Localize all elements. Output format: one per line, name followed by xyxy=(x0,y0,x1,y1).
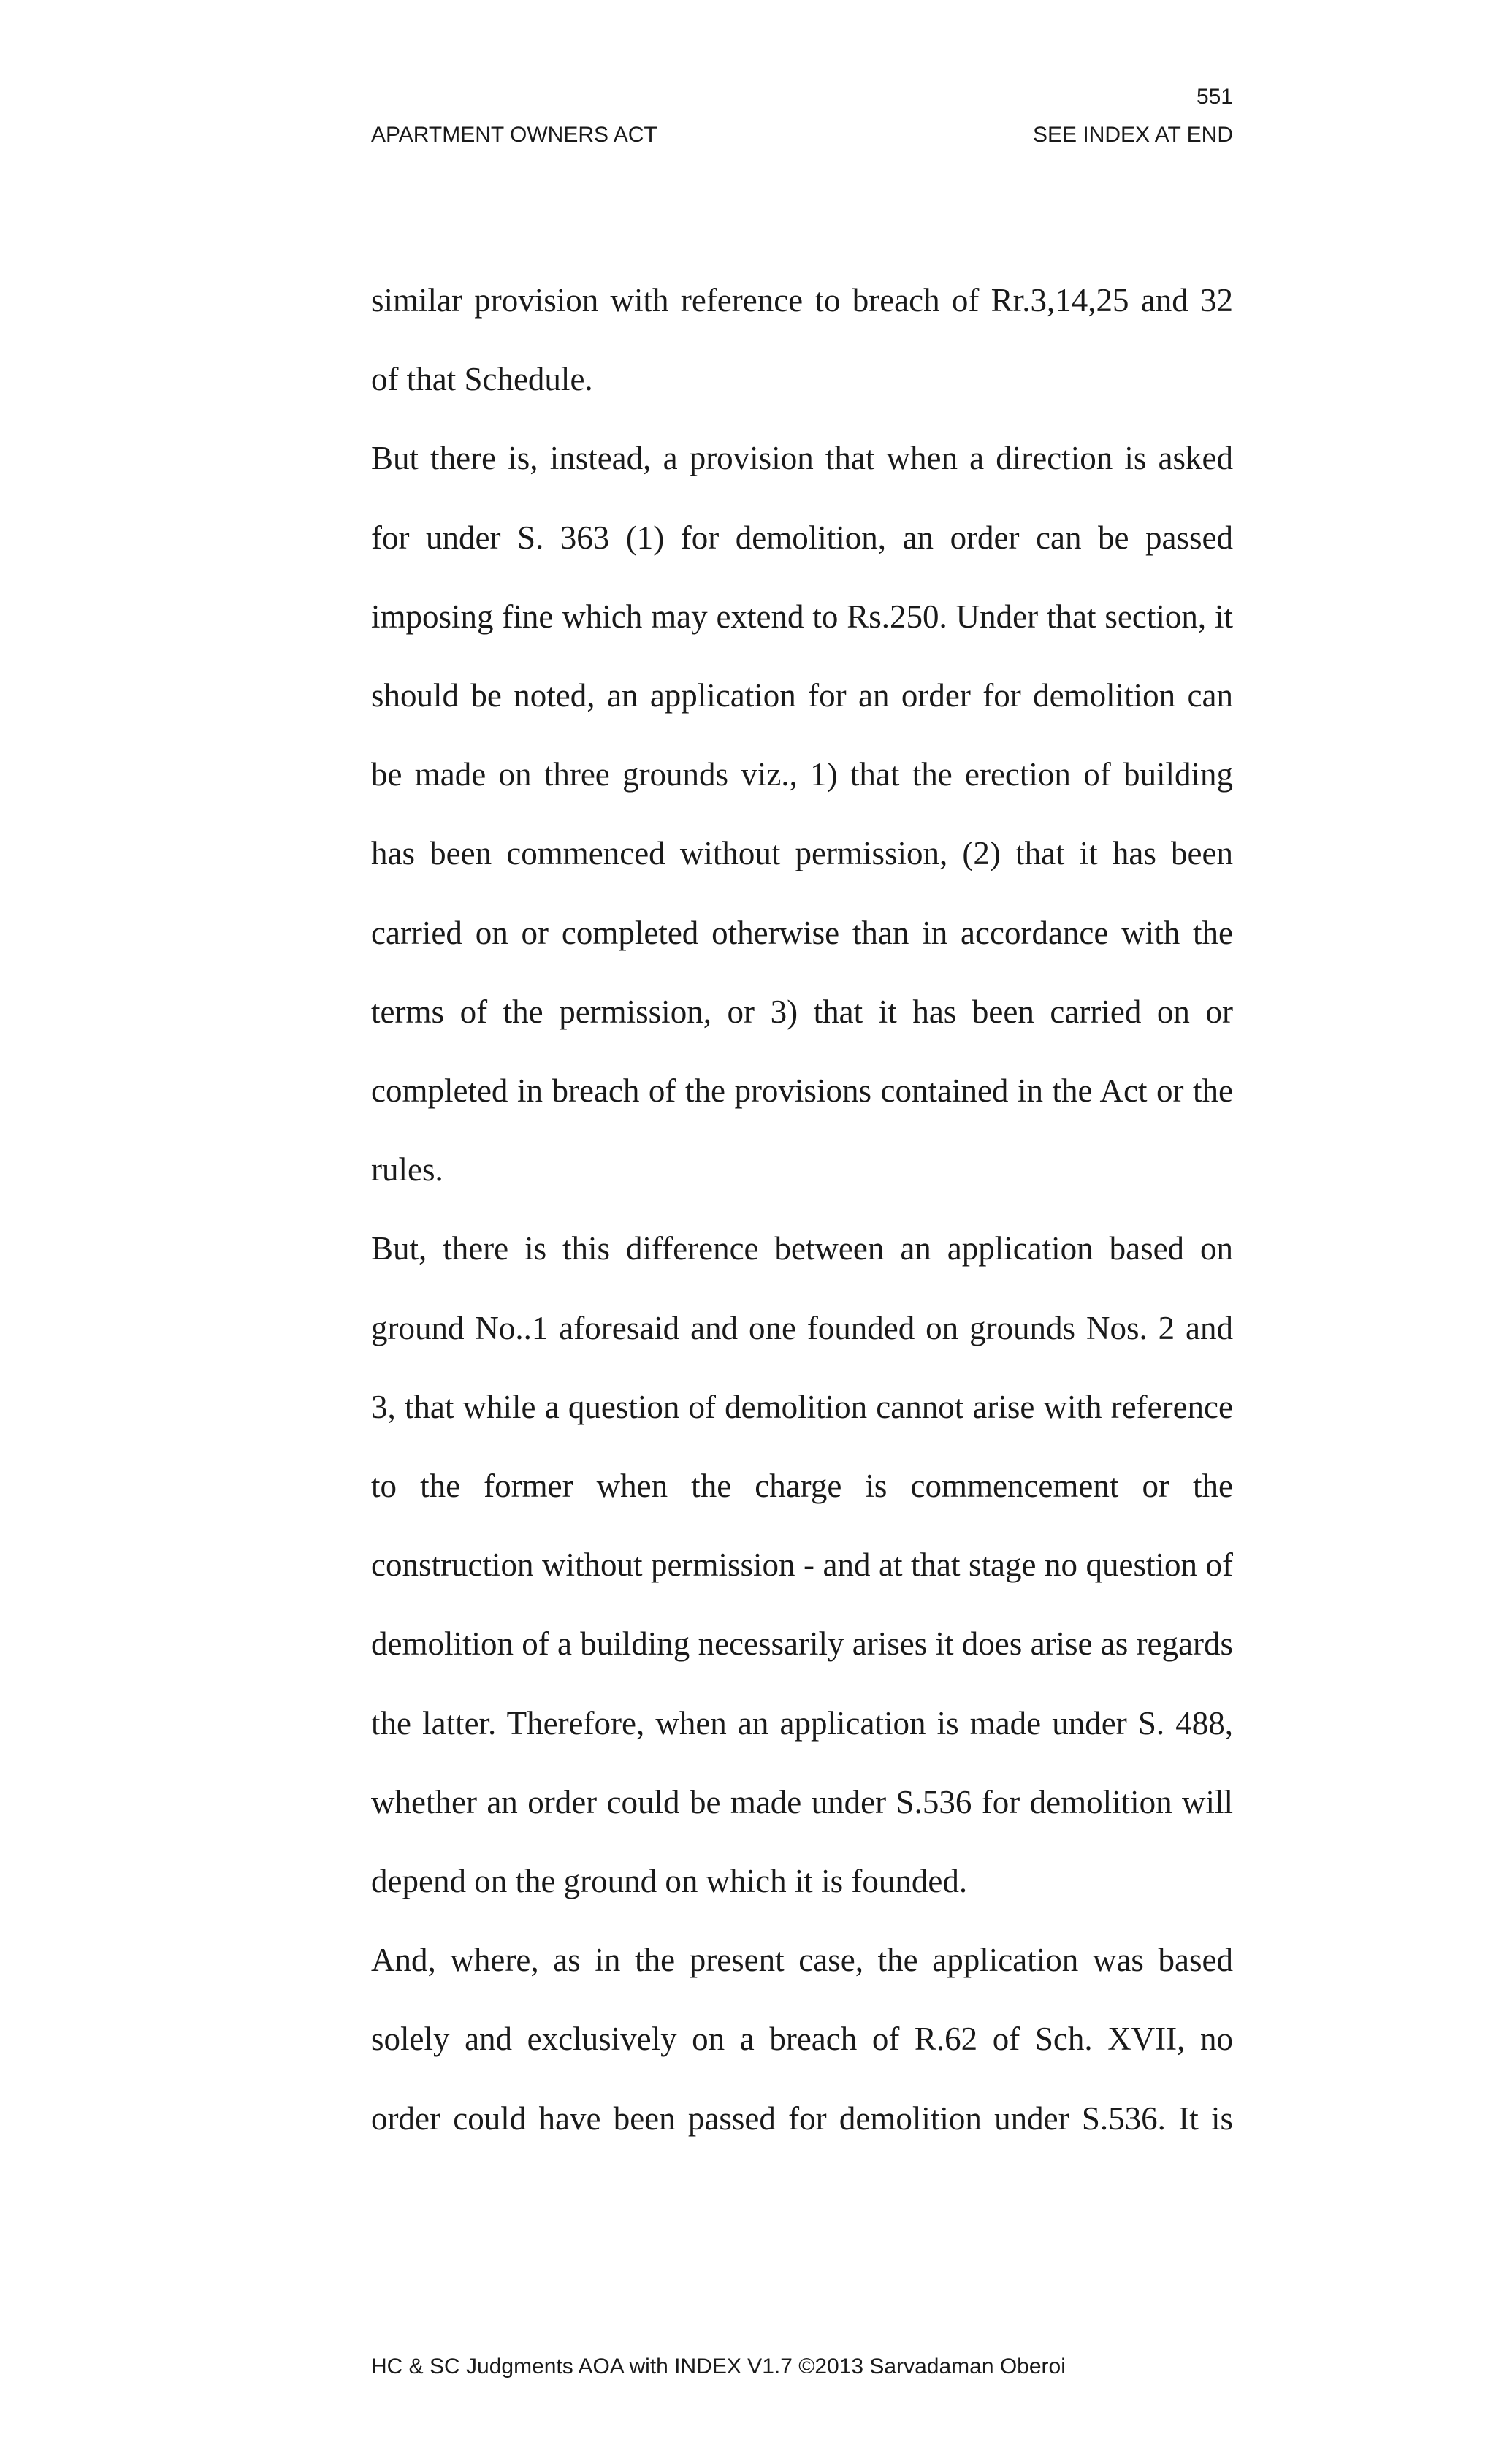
footer-text: HC & SC Judgments AOA with INDEX V1.7 ©2013 Sarvadaman Oberoi xyxy=(371,2354,1066,2379)
running-header-title: APARTMENT OWNERS ACT xyxy=(371,123,657,147)
page-number: 551 xyxy=(1196,85,1233,109)
paragraph: But there is, instead, a provision that when a direction is asked for under S. 363 (1) for demolition, an order can be passed imposing fine which may extend to Rs.250. Under that section, it should be noted, an application for an order for demolition can be made on three grounds viz., 1) that the erection of building has been commenced without permission, (2) that it has been carried on or completed otherwise than in accordance with the terms of the permission, or 3) that it has been carried on or completed in breach of the provisions contained in the Act or the rules. xyxy=(371,440,1233,1189)
body-text xyxy=(371,261,1233,2158)
paragraph: And, where, as in the present case, the application was based solely and exclusively on a breach of R.62 of Sch. XVII, no order could have been passed for demolition under S.536. It is xyxy=(371,1942,1233,2137)
running-header-index-note: SEE INDEX AT END xyxy=(1033,123,1233,147)
paragraph: But, there is this difference between an application based on ground No..1 aforesaid and one founded on grounds Nos. 2 and 3, that while a question of demolition cannot arise with reference to the former when the charge is commencement or the construction without permission - and at that stage no question of demolition of a building necessarily arises it does arise as regards the latter. Therefore, when an application is made under S. 488, whether an order could be made under S.536 for demolition will depend on the ground on which it is founded. xyxy=(371,1230,1233,1900)
paragraph: similar provision with reference to breach of Rr.3,14,25 and 32 of that Schedule. xyxy=(371,282,1233,398)
